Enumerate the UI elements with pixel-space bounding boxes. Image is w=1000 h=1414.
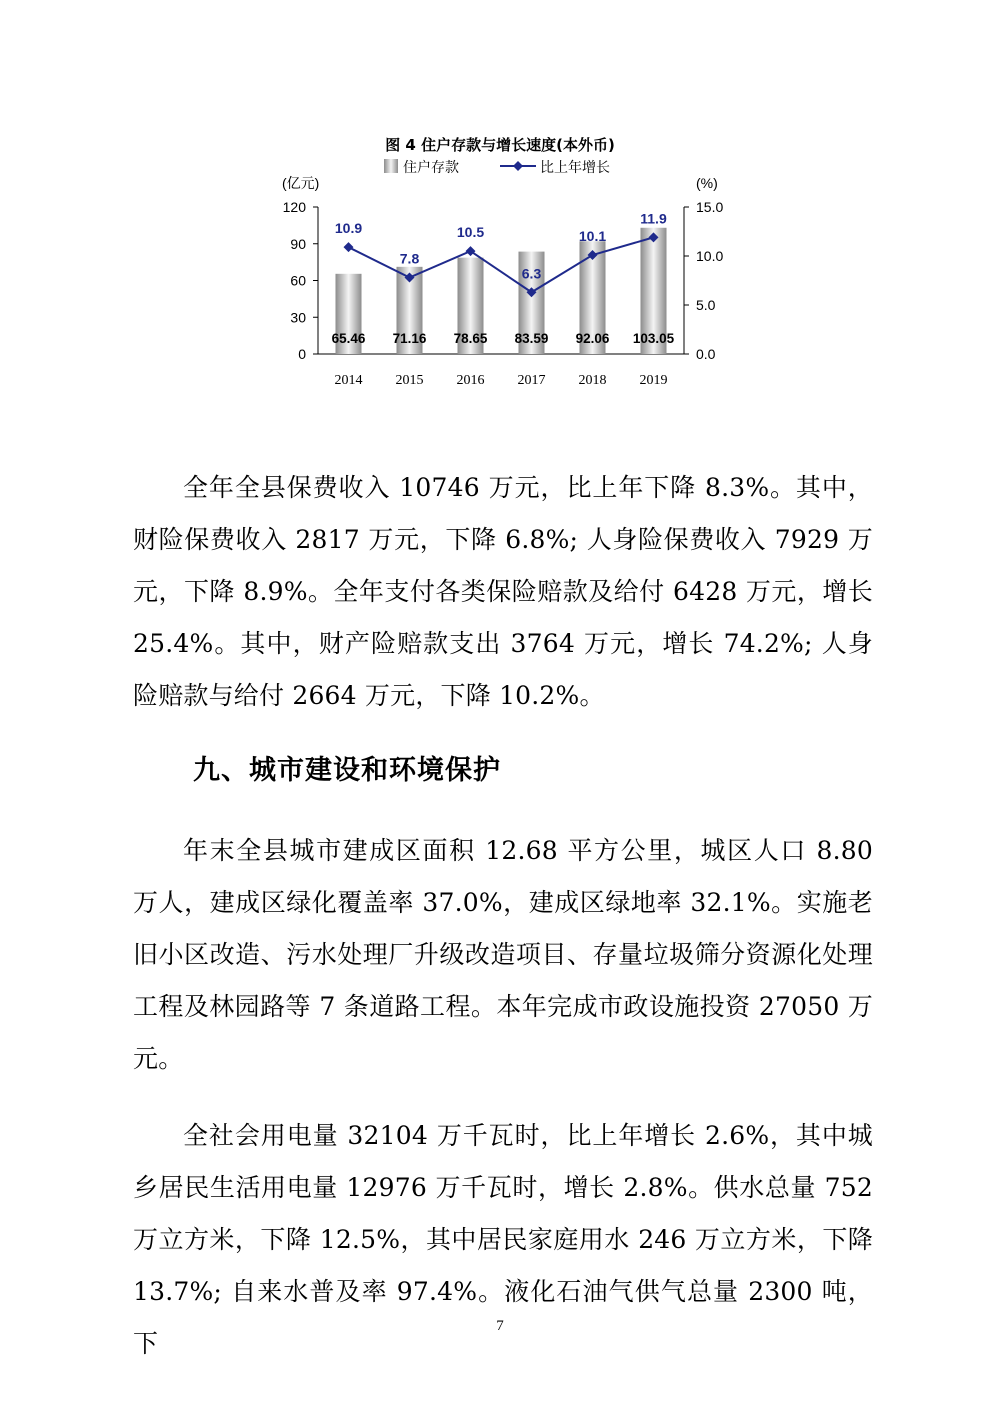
left-axis-unit: (亿元) (282, 175, 320, 191)
growth-value-label: 10.5 (456, 224, 485, 241)
legend-bar-swatch (384, 159, 398, 173)
page-number: 7 (496, 1318, 504, 1334)
deposit-value-label: 71.16 (392, 331, 427, 346)
growth-value-label: 10.1 (578, 228, 607, 245)
legend-label-growth: 比上年增长 (540, 160, 610, 176)
right-axis-ticks (684, 199, 723, 362)
left-tick-label: 90 (290, 235, 306, 252)
growth-value-label: 11.9 (640, 210, 667, 227)
urban-construction-paragraph: 年末全县城市建成区面积 12.68 平方公里，城区人口 8.80 万人，建成区绿化覆盖率 37.0%，建成区绿地率 32.1%。实施老旧小区改造、污水处理厂升级改造项目、存量垃圾筛分资源化处理工程及林园路等 7 条道路工程。本年完成市政设施投资 27050 万元。 (133, 836, 873, 1073)
legend-diamond-marker (513, 161, 523, 171)
x-tick-label: 2016 (456, 373, 485, 388)
x-tick-label: 2015 (395, 373, 424, 388)
left-tick-label: 0 (298, 346, 306, 362)
growth-value-label: 7.8 (399, 250, 420, 267)
deposit-value-label: 103.05 (632, 331, 675, 346)
growth-value-label: 10.9 (334, 220, 363, 237)
section-heading: 九、城市建设和环境保护 (193, 755, 501, 786)
growth-value-label: 6.3 (521, 265, 542, 282)
growth-markers (344, 232, 659, 297)
right-tick-label: 0.0 (696, 346, 716, 362)
legend-label-deposit: 住户存款 (403, 160, 459, 176)
deposit-chart (250, 125, 750, 395)
bar-value-labels (332, 331, 675, 346)
deposit-value-label: 83.59 (514, 331, 549, 346)
left-axis-ticks (283, 199, 318, 362)
x-tick-label: 2017 (517, 373, 546, 388)
deposit-value-label: 78.65 (453, 331, 488, 346)
x-tick-label: 2014 (334, 373, 363, 388)
x-axis-labels (335, 373, 668, 388)
bar-series (336, 228, 667, 354)
deposit-value-label: 92.06 (575, 331, 610, 346)
right-tick-label: 10.0 (696, 248, 724, 264)
growth-line (349, 237, 654, 292)
deposit-value-label: 65.46 (331, 331, 366, 346)
left-tick-label: 120 (282, 199, 306, 215)
growth-marker (344, 242, 354, 252)
chart-title: 图 4 住户存款与增长速度(本外币) (385, 136, 615, 154)
x-tick-label: 2018 (578, 373, 607, 388)
utilities-paragraph: 全社会用电量 32104 万千瓦时，比上年增长 2.6%，其中城乡居民生活用电量 12976 万千瓦时，增长 2.8%。供水总量 752 万立方米，下降 12.5%，其中居民家庭用水 246 万立方米，下降 13.7%; 自来水普及率 97.4%。液化石油气供气总量 2300 吨，下 (133, 1121, 873, 1358)
left-tick-label: 60 (290, 272, 306, 289)
right-axis-unit: (%) (696, 175, 718, 191)
left-tick-label: 30 (290, 309, 306, 326)
insurance-paragraph: 全年全县保费收入 10746 万元，比上年下降 8.3%。其中，财险保费收入 2817 万元，下降 6.8%; 人身险保费收入 7929 万元，下降 8.9%。全年支付各类保险赔款及给付 6428 万元，增长 25.4%。其中，财产险赔款支出 3764 万元，增长 74.2%; 人身险赔款与给付 2664 万元，下降 10.2%。 (133, 473, 873, 710)
x-tick-label: 2019 (639, 373, 668, 388)
right-tick-label: 5.0 (696, 297, 716, 313)
right-tick-label: 15.0 (696, 199, 724, 215)
